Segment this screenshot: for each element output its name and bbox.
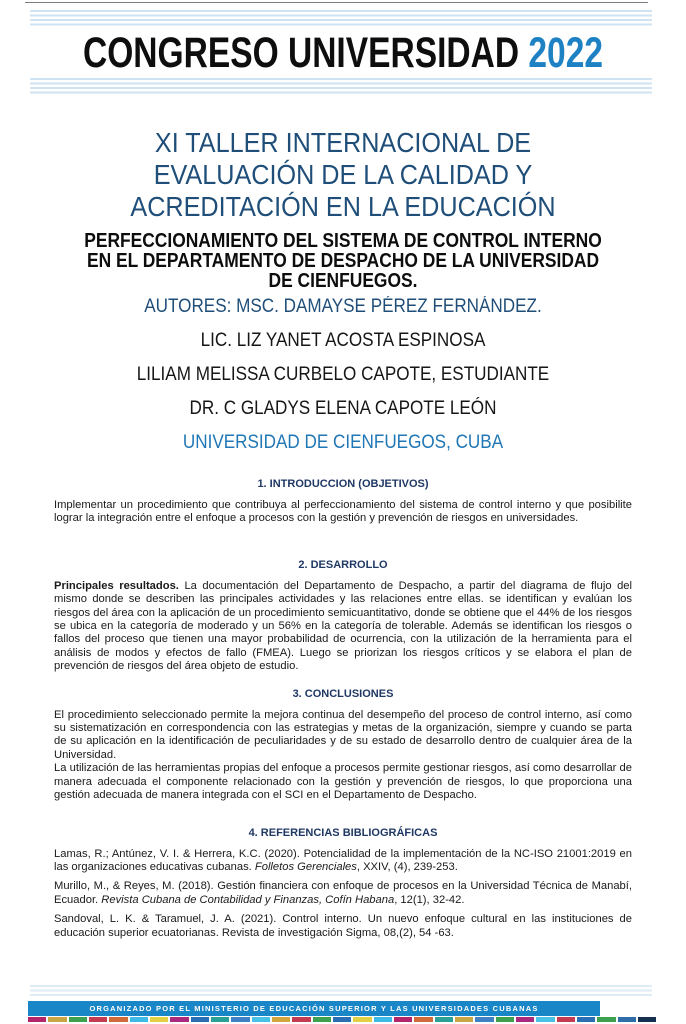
color-chip (272, 1017, 290, 1022)
reference-2-text: Murillo, M., & Reyes, M. (2018). Gestión financiera con enfoque de procesos en la Universidad Técnica de Manabí, Ecuador. (54, 880, 632, 906)
masthead-title: CONGRESO UNIVERSIDAD (82, 29, 520, 77)
color-chip (353, 1017, 371, 1022)
color-chip (455, 1017, 473, 1022)
color-chip (130, 1017, 148, 1022)
event-title (34, 127, 651, 223)
color-chip (313, 1017, 331, 1022)
color-chip (536, 1017, 554, 1022)
footer-color-strip (28, 1017, 656, 1022)
reference-item-1 (54, 848, 632, 875)
reference-1-text: Lamas, R.; Antúnez, V. I. & Herrera, K.C. (2020). Potencialidad de la implementación de la NC-ISO 21001:2019 en las organizaciones educativas cubanas. (54, 847, 632, 873)
section-heading-conclusions: 3. CONCLUSIONES (292, 687, 394, 700)
color-chip (638, 1017, 656, 1022)
introduction-body: Implementar un procedimiento que contribuya al perfeccionamiento del sistema de control interno y que posibilite lograr la integración entre el enfoque a procesos con la gestión y prevención de riesgos en universidades. (54, 499, 632, 525)
color-chip (69, 1017, 87, 1022)
section-heading-references: 4. REFERENCIAS BIBLIOGRÁFICAS (248, 826, 438, 839)
footer-banner: ORGANIZADO POR EL MINISTERIO DE EDUCACIÓN SUPERIOR Y LAS UNIVERSIDADES CUBANAS (28, 1001, 600, 1016)
color-chip (231, 1017, 249, 1022)
color-chip (496, 1017, 514, 1022)
color-chip (394, 1017, 412, 1022)
footer-stripes (30, 985, 652, 997)
color-chip (475, 1017, 493, 1022)
paper-title-line-3: DE CIENFUEGOS. (268, 270, 418, 292)
development-lead: Principales resultados. (54, 579, 179, 592)
masthead-year: 2022 (528, 29, 604, 77)
color-chip (109, 1017, 127, 1022)
section-heading-introduction: 1. INTRODUCCION (OBJETIVOS) (257, 478, 429, 490)
top-border-line (25, 2, 648, 3)
author-line-3: DR. C GLADYS ELENA CAPOTE LEÓN (189, 398, 497, 419)
color-chip (211, 1017, 229, 1022)
reference-1-pages: , XXIV, (4), 239-253. (356, 860, 458, 873)
paper-title-line-1: PERFECCIONAMIENTO DEL SISTEMA DE CONTROL INTERNO (84, 230, 602, 252)
color-chip (516, 1017, 534, 1022)
color-chip (28, 1017, 46, 1022)
reference-2-journal: Revista Cubana de Contabilidad y Finanzas, Cofín Habana (101, 893, 395, 906)
paper-title (45, 231, 642, 291)
header-stripes-top (30, 10, 652, 27)
abstract-content (54, 478, 632, 946)
event-title-line-2: EVALUACIÓN DE LA CALIDAD Y (153, 159, 533, 190)
reference-3-text: Sandoval, L. K. & Taramuel, J. A. (2021). Control interno. Un nuevo enfoque cultural en las instituciones de educación superior ecuatorianas. Revista de investigación Sigma, 08,(2), 54 -63. (54, 913, 632, 939)
color-chip (414, 1017, 432, 1022)
color-chip (170, 1017, 188, 1022)
paper-title-line-2: EN EL DEPARTAMENTO DE DESPACHO DE LA UNIVERSIDAD (86, 250, 600, 272)
event-title-line-3: ACREDITACIÓN EN LA EDUCACIÓN (130, 191, 556, 222)
conclusions-paragraph-2: La utilización de las herramientas propias del enfoque a procesos permite gestionar riesgos, así como desarrollar de manera adecuada el componente relacionado con la gestión y prevención de riesgos, lo que proporciona una gestión adecuada de manera integrada con el SCI en el Departamento de Despacho. (54, 762, 632, 802)
author-line-1: LIC. LIZ YANET ACOSTA ESPINOSA (200, 330, 486, 351)
reference-item-3 (54, 913, 632, 940)
color-chip (597, 1017, 615, 1022)
color-chip (252, 1017, 270, 1022)
color-chip (89, 1017, 107, 1022)
color-chip (435, 1017, 453, 1022)
reference-1-journal: Folletos Gerenciales (254, 860, 357, 873)
color-chip (48, 1017, 66, 1022)
color-chip (333, 1017, 351, 1022)
conclusions-paragraph-1: El procedimiento seleccionado permite la mejora continua del desempeño del proceso de control interno, así como su sistematización en correspondencia con las estrategias y metas de la organización, siempre y cuando se parta de su aplicación en la identificación de peculiaridades y de su estado de desarrollo dentro de cualquier área de la Universidad. (54, 708, 632, 761)
affiliation: UNIVERSIDAD DE CIENFUEGOS, CUBA (182, 432, 504, 453)
header-stripes-bottom (30, 78, 652, 94)
event-title-line-1: XI TALLER INTERNACIONAL DE (154, 127, 532, 158)
color-chip (557, 1017, 575, 1022)
color-chip (374, 1017, 392, 1022)
color-chip (618, 1017, 636, 1022)
congress-masthead (75, 31, 610, 75)
color-chip (577, 1017, 595, 1022)
development-body (54, 580, 632, 674)
section-heading-development: 2. DESARROLLO (298, 558, 388, 571)
development-text: La documentación del Departamento de Despacho, a partir del diagrama de flujo del mismo donde se describen las principales actividades y las relaciones entre ellas. se identifican y evalúan los riesgos del área con la aplicación de un procedimiento semicuantitativo, donde se obtiene que el 44% de los riesgos se ubica en la categoría de moderado y un 56% en la categoría de tolerable. Además se identifican los riesgos o fallos del proceso que tienen una mayor probabilidad de ocurrencia, con la utilización de la herramienta para el análisis de modos y efectos de fallo (FMEA). Luego se priorizan los riesgos críticos y se elabora el plan de prevención de riesgos del área objeto de estudio. (54, 579, 633, 673)
reference-2-pages: , 12(1), 32-42. (394, 893, 465, 906)
reference-item-2 (54, 880, 632, 907)
color-chip (191, 1017, 209, 1022)
author-line-2: LILIAM MELISSA CURBELO CAPOTE, ESTUDIANTE (136, 364, 550, 385)
author-primary: AUTORES: MSC. DAMAYSE PÉREZ FERNÁNDEZ. (144, 296, 542, 317)
authors-block (34, 290, 651, 460)
color-chip (150, 1017, 168, 1022)
color-chip (292, 1017, 310, 1022)
